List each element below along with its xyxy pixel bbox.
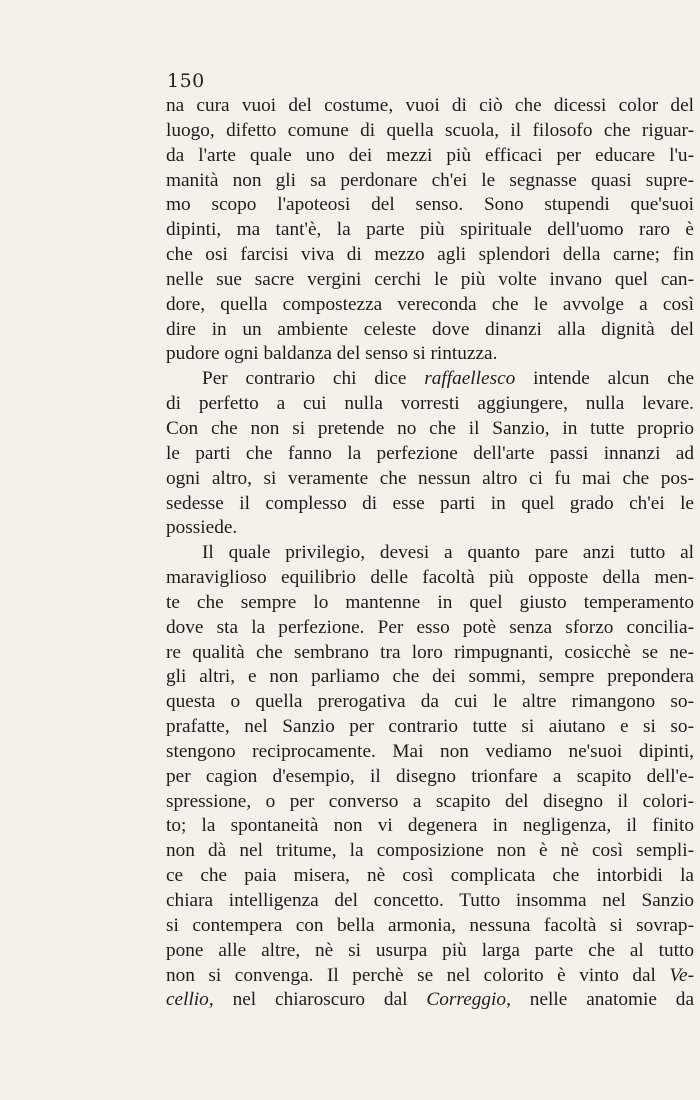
page-number: 150 bbox=[167, 70, 205, 92]
text-fragment: non si convenga. Il perchè se nel colorito è vinto dal bbox=[166, 964, 670, 986]
italic-name: Ve- bbox=[669, 964, 694, 986]
text-line: re qualità che sembrano tra loro rimpugnanti, cosicchè se ne- bbox=[166, 641, 694, 663]
text-line: che osi farcisi viva di mezzo agli splendori della carne; fin bbox=[166, 244, 694, 266]
text-fragment: intende alcun che bbox=[515, 368, 694, 390]
text-line: stengono reciprocamente. Mai non vediamo ne'suoi dipinti, bbox=[166, 740, 694, 762]
text-line bbox=[166, 988, 694, 1013]
paragraph bbox=[166, 541, 694, 1013]
text-line: per cagion d'esempio, il disegno trionfare a scapito dell'e- bbox=[166, 765, 694, 787]
text-line: luogo, difetto comune di quella scuola, il filosofo che riguar- bbox=[166, 119, 694, 141]
text-fragment: Per contrario chi dice bbox=[202, 368, 425, 390]
text-line bbox=[166, 367, 694, 392]
text-line: nelle sue sacre vergini cerchi le più volte invano quel can- bbox=[166, 268, 694, 290]
text-line: Con che non si pretende no che il Sanzio, in tutte proprio bbox=[166, 417, 694, 439]
text-line: dove sta la perfezione. Per esso potè senza sforzo concilia- bbox=[166, 616, 694, 638]
text-line: dipinti, ma tant'è, la parte più spirituale dell'uomo raro è bbox=[166, 219, 694, 241]
text-line: questa o quella prerogativa da cui le altre rimangono so- bbox=[166, 691, 694, 713]
text-line: manità non gli sa perdonare ch'ei le segnasse quasi supre- bbox=[166, 169, 694, 191]
paragraph bbox=[166, 367, 694, 541]
text-line: ce che paia misera, nè così complicata che intorbidi la bbox=[166, 865, 694, 887]
text-line: na cura vuoi del costume, vuoi di ciò che dicessi color del bbox=[166, 95, 694, 116]
text-line: mo scopo l'apoteosi del senso. Sono stupendi que'suoi bbox=[166, 194, 694, 216]
text-fragment: , nelle anatomie da bbox=[506, 989, 695, 1011]
text-fragment: , nel chiaroscuro dal bbox=[208, 989, 427, 1011]
text-line: possiede. bbox=[166, 517, 238, 539]
paragraph bbox=[166, 94, 694, 367]
text-line: Il quale privilegio, devesi a quanto pare anzi tutto al bbox=[202, 542, 694, 564]
text-line: to; la spontaneità non vi degenera in negligenza, il finito bbox=[166, 815, 694, 837]
text-line: prafatte, nel Sanzio per contrario tutte si aiutano e si so- bbox=[166, 716, 694, 738]
italic-term: Correggio bbox=[426, 989, 507, 1011]
italic-term: raffaellesco bbox=[424, 368, 516, 390]
text-line: dore, quella compostezza vereconda che le avvolge a così bbox=[166, 293, 694, 315]
text-line: maraviglioso equilibrio delle facoltà più opposte della men- bbox=[166, 567, 694, 589]
text-line: pone alle altre, nè si usurpa più larga parte che al tutto bbox=[166, 939, 694, 961]
text-line bbox=[166, 964, 694, 989]
text-line: si contempera con bella armonia, nessuna facoltà si sovrap- bbox=[166, 914, 694, 936]
text-line: sedesse il complesso di esse parti in quel grado ch'ei le bbox=[166, 492, 694, 514]
text-line: dire in un ambiente celeste dove dinanzi alla dignità del bbox=[166, 318, 694, 340]
text-line: non dà nel tritume, la composizione non è nè così sempli- bbox=[166, 840, 694, 862]
text-line: te che sempre lo mantenne in quel giusto temperamento bbox=[166, 591, 694, 613]
text-line: di perfetto a cui nulla vorresti aggiungere, nulla levare. bbox=[166, 393, 694, 415]
text-line: ogni altro, si veramente che nessun altro ci fu mai che pos- bbox=[166, 467, 694, 489]
body-text bbox=[166, 94, 694, 1013]
text-line: gli altri, e non parliamo che dei sommi, sempre prepondera bbox=[166, 666, 694, 688]
text-line: spressione, o per converso a scapito del disegno il colori- bbox=[166, 790, 694, 812]
italic-name: cellio bbox=[166, 989, 209, 1011]
text-line: pudore ogni baldanza del senso si rintuzza. bbox=[166, 343, 498, 365]
text-line: chiara intelligenza del concetto. Tutto insomma nel Sanzio bbox=[166, 890, 694, 911]
text-line: le parti che fanno la perfezione dell'arte passi innanzi ad bbox=[166, 442, 694, 464]
text-line: da l'arte quale uno dei mezzi più efficaci per educare l'u- bbox=[166, 144, 694, 166]
